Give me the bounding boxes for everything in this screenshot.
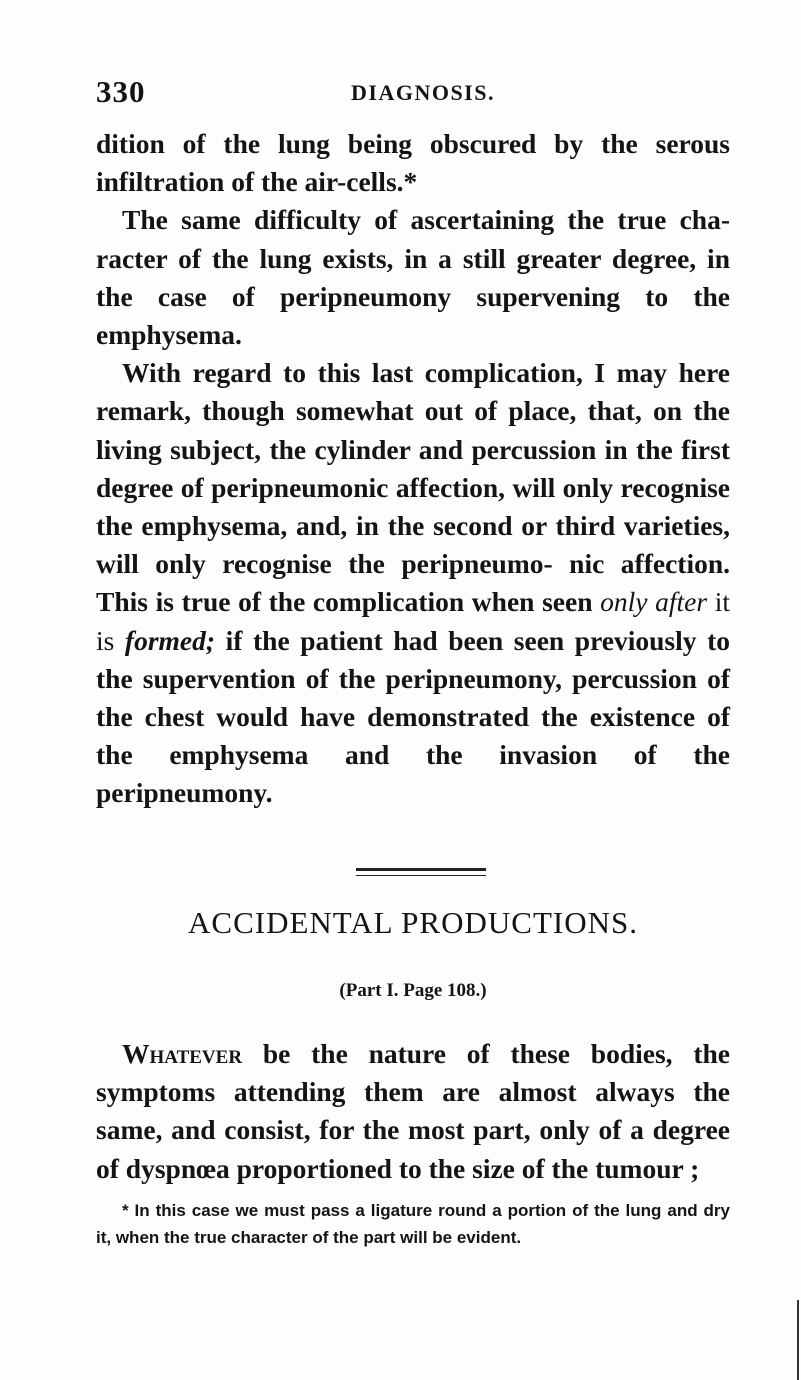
section-title: ACCIDENTAL PRODUCTIONS. <box>188 905 638 940</box>
footnote <box>96 1197 730 1251</box>
paragraph-difficulty: The same difficulty of ascertaining the true cha- racter of the lung exists, in a still greater degree, in the case of peripneumony supervening to the emphysema. <box>96 204 730 351</box>
page-header <box>96 74 726 114</box>
emphasis-only-after: only after <box>600 586 708 618</box>
paragraph-continued: dition of the lung being obscured by the serous infiltration of the air-cells.* <box>96 128 730 198</box>
paragraph-complication-text-a: With regard to this last complication, I may here remark, though somewhat out of place, that, on the living subject, the cylinder and percussion in the first degree of peripneumonic affection, will only recognise the emphysema, and, in the second or third varieties, will only recognise the peripneumo- nic affection. This is true of the complication when seen <box>96 357 730 618</box>
section-divider-thin <box>356 875 486 876</box>
section-reference: (Part I. Page 108.) <box>339 980 487 1001</box>
paragraph-complication <box>96 354 730 812</box>
lead-word: Whatever <box>122 1038 243 1069</box>
paragraph-complication-text-is: it is <box>96 586 730 656</box>
page-edge-mark <box>797 1300 799 1380</box>
body-text <box>96 125 730 813</box>
paragraph-accidental-text: be the nature of these bodies, the symptoms attending them are almost always the same, and consist, for the most part, only of a degree of dyspnœa proportioned to the size of the tumour ; <box>96 1038 730 1184</box>
running-head: DIAGNOSIS. <box>351 80 495 105</box>
paragraph-complication-text-b: if the patient had been seen previously to the supervention of the peripneumony, percussion of the chest would have demonstrated the existence of the emphysema and the invasion of the peripneumony. <box>96 624 730 809</box>
section-divider-thick <box>356 868 486 871</box>
section-text <box>96 1035 730 1188</box>
page-number: 330 <box>96 74 146 109</box>
emphasis-formed: formed; <box>124 624 216 656</box>
paragraph-accidental <box>96 1035 730 1188</box>
footnote-text: * In this case we must pass a ligature round a portion of the lung and dry it, when the true character of the part will be evident. <box>96 1201 730 1247</box>
